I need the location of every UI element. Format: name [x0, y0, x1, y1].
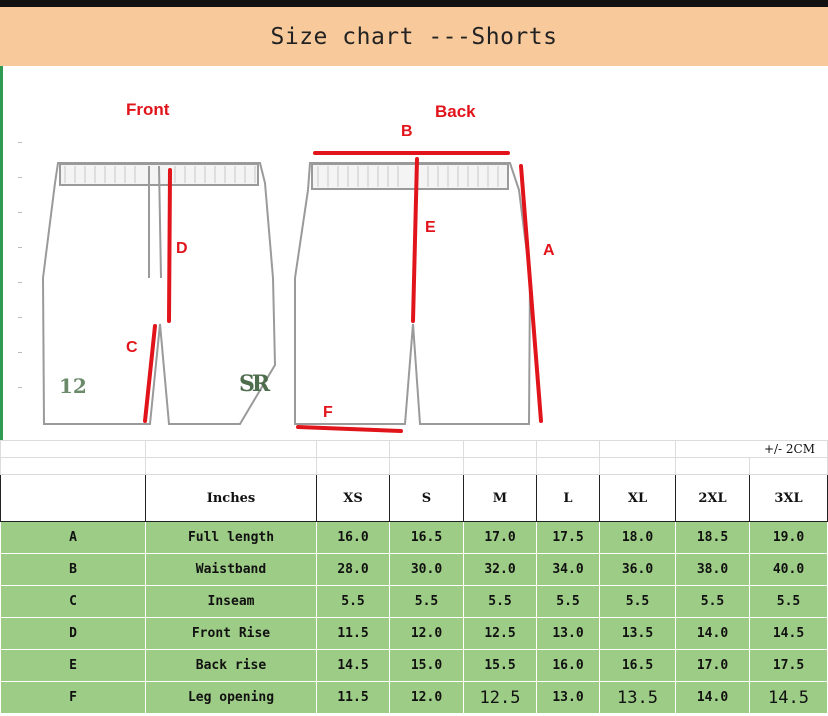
table-cell: 12.5 — [464, 618, 537, 650]
header-size: S — [390, 475, 464, 522]
header-size: M — [464, 475, 537, 522]
table-cell: 18.5 — [676, 522, 750, 554]
table-cell: 17.0 — [676, 650, 750, 682]
shorts-illustration — [3, 66, 828, 440]
table-cell: 5.5 — [464, 586, 537, 618]
header-size: L — [537, 475, 600, 522]
row-code: B — [1, 554, 146, 586]
table-cell: 5.5 — [750, 586, 828, 618]
table-cell: 38.0 — [676, 554, 750, 586]
table-cell: 17.0 — [464, 522, 537, 554]
table-cell: 13.5 — [600, 682, 676, 714]
logo-number: 12 — [59, 374, 87, 398]
table-row — [1, 618, 828, 650]
marker-b: B — [401, 123, 413, 140]
row-name: Inseam — [146, 586, 317, 618]
table-cell: 16.0 — [537, 650, 600, 682]
marker-c: C — [126, 339, 138, 356]
table-cell: 5.5 — [600, 586, 676, 618]
row-name: Front Rise — [146, 618, 317, 650]
table-cell: 30.0 — [390, 554, 464, 586]
spacer-row — [1, 441, 828, 458]
table-cell: 11.5 — [317, 618, 390, 650]
row-name: Leg opening — [146, 682, 317, 714]
table-cell: 11.5 — [317, 682, 390, 714]
row-name: Waistband — [146, 554, 317, 586]
size-table — [0, 440, 828, 714]
table-cell: 28.0 — [317, 554, 390, 586]
tolerance-note: +/- 2CM — [676, 441, 828, 458]
shorts-diagram — [0, 66, 828, 440]
title-bar — [0, 0, 828, 66]
spacer-row — [1, 458, 828, 475]
header-size: 3XL — [750, 475, 828, 522]
table-cell: 14.0 — [676, 618, 750, 650]
measure-d-line — [169, 170, 170, 321]
table-cell: 16.0 — [317, 522, 390, 554]
header-size: 2XL — [676, 475, 750, 522]
table-cell: 36.0 — [600, 554, 676, 586]
table-row — [1, 650, 828, 682]
table-cell: 15.0 — [390, 650, 464, 682]
table-cell: 5.5 — [317, 586, 390, 618]
measure-f-line — [298, 427, 401, 431]
table-row — [1, 522, 828, 554]
table-cell: 17.5 — [537, 522, 600, 554]
table-cell: 5.5 — [537, 586, 600, 618]
table-row — [1, 586, 828, 618]
table-header-row — [1, 475, 828, 522]
row-code: A — [1, 522, 146, 554]
row-name: Back rise — [146, 650, 317, 682]
table-cell: 15.5 — [464, 650, 537, 682]
marker-a: A — [543, 242, 555, 259]
table-cell: 17.5 — [750, 650, 828, 682]
marker-f: F — [323, 404, 333, 421]
marker-e: E — [425, 219, 436, 236]
table-cell: 14.5 — [750, 682, 828, 714]
table-row — [1, 554, 828, 586]
header-size: XL — [600, 475, 676, 522]
table-cell: 13.0 — [537, 618, 600, 650]
table-cell: 16.5 — [600, 650, 676, 682]
page-title: Size chart ---Shorts — [270, 23, 558, 50]
table-cell: 5.5 — [390, 586, 464, 618]
table-cell: 5.5 — [676, 586, 750, 618]
header-corner — [1, 475, 146, 522]
row-code: E — [1, 650, 146, 682]
table-cell: 13.5 — [600, 618, 676, 650]
marker-d: D — [176, 240, 188, 257]
table-cell: 14.5 — [750, 618, 828, 650]
table-cell: 34.0 — [537, 554, 600, 586]
row-code: C — [1, 586, 146, 618]
table-cell: 19.0 — [750, 522, 828, 554]
table-cell: 14.0 — [676, 682, 750, 714]
table-cell: 12.0 — [390, 682, 464, 714]
row-name: Full length — [146, 522, 317, 554]
header-size: XS — [317, 475, 390, 522]
table-cell: 16.5 — [390, 522, 464, 554]
table-cell: 12.0 — [390, 618, 464, 650]
header-unit: Inches — [146, 475, 317, 522]
front-label: Front — [126, 100, 170, 119]
row-code: D — [1, 618, 146, 650]
back-label: Back — [435, 102, 476, 121]
table-row — [1, 682, 828, 714]
table-cell: 40.0 — [750, 554, 828, 586]
table-cell: 18.0 — [600, 522, 676, 554]
row-code: F — [1, 682, 146, 714]
table-cell: 32.0 — [464, 554, 537, 586]
table-cell: 14.5 — [317, 650, 390, 682]
table-cell: 13.0 — [537, 682, 600, 714]
logo-mark: SR — [239, 371, 268, 397]
table-cell: 12.5 — [464, 682, 537, 714]
